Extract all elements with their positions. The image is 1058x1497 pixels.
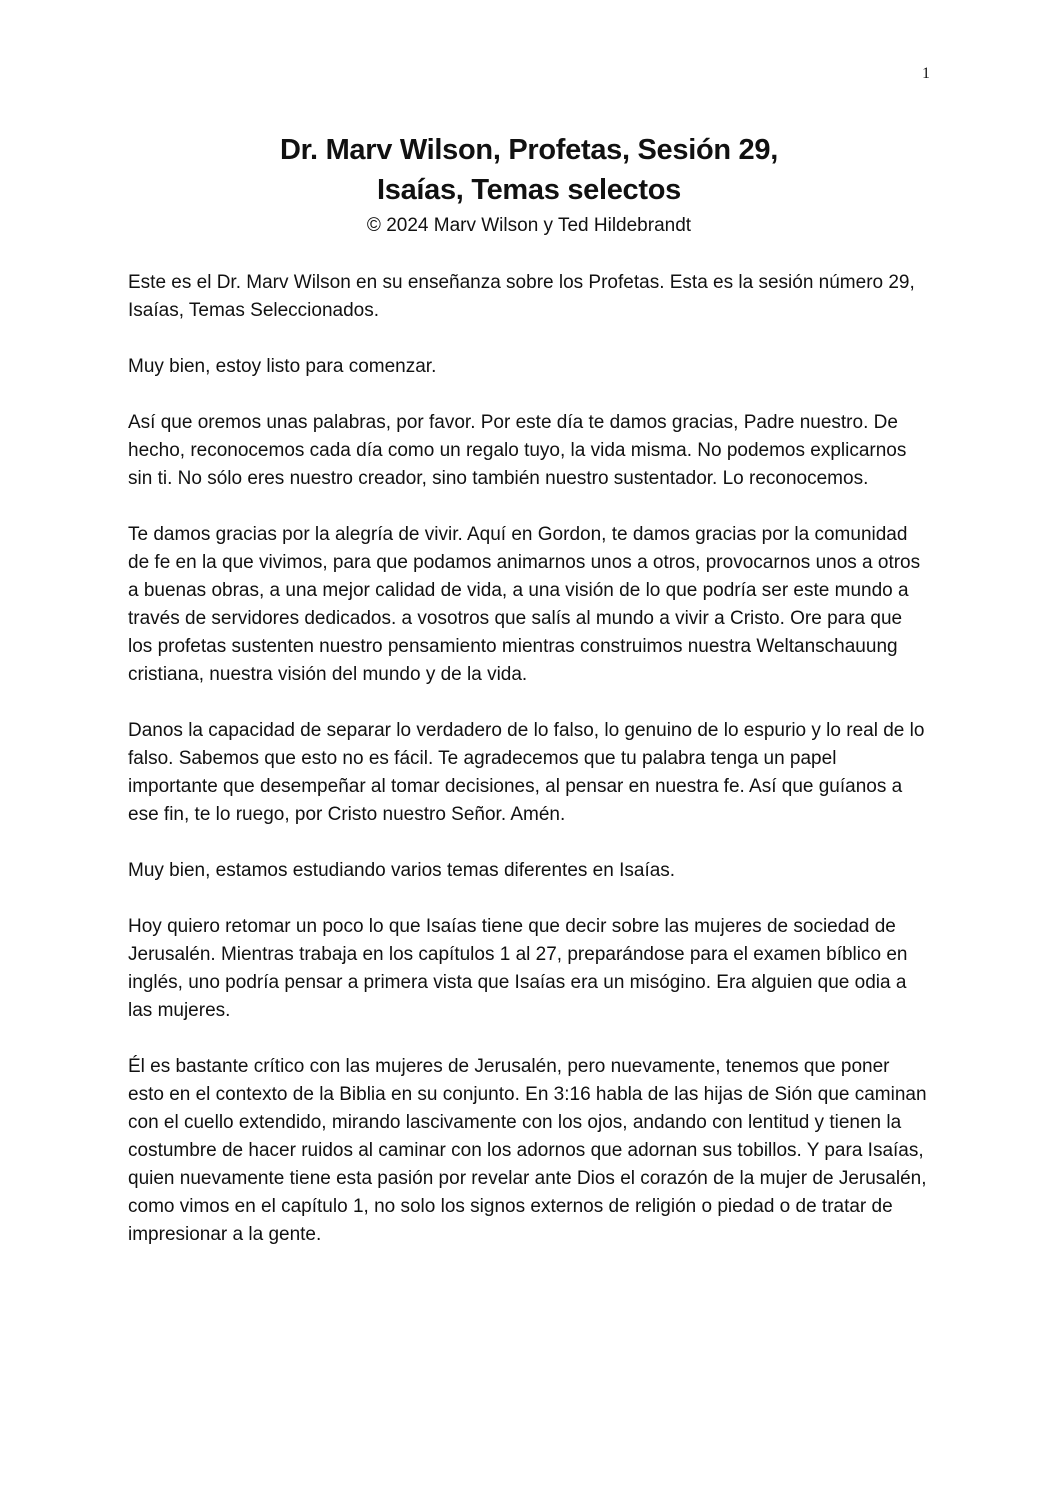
- paragraph-prayer-gratitude: Te damos gracias por la alegría de vivir. Aquí en Gordon, te damos gracias por la comunidad de fe en la que vivimos, para que podamos animarnos unos a otros, provocarnos unos a otros a buenas obras, a una mejor calidad de vida, a una visión de lo que podría ser este mundo a través de servidores dedicados. a vosotros que salís al mundo a vivir a Cristo. Ore para que los profetas sustenten nuestro pensamiento mientras construimos nuestra Weltanschauung cristiana, nuestra visión del mundo y de la vida.: [128, 524, 921, 685]
- paragraph-prayer-opening: Así que oremos unas palabras, por favor. Por este día te damos gracias, Padre nuestro. De hecho, reconocemos cada día como un regalo tuyo, la vida misma. No podemos explicarnos sin ti. No sólo eres nuestro creador, sino también nuestro sustentador. Lo reconocemos.: [128, 412, 907, 489]
- document-title-line-2: Isaías, Temas selectos: [376, 174, 681, 206]
- document-header: [0, 130, 1058, 240]
- document-title-line-1: Dr. Marv Wilson, Profetas, Sesión 29,: [280, 134, 778, 166]
- document-body: [128, 269, 928, 1277]
- copyright-notice: © 2024 Marv Wilson y Ted Hildebrandt: [366, 215, 692, 236]
- paragraph-isaiah-critique: Él es bastante crítico con las mujeres de Jerusalén, pero nuevamente, tenemos que poner esto en el contexto de la Biblia en su conjunto. En 3:16 habla de las hijas de Sión que caminan con el cuello extendido, mirando lascivamente con los ojos, andando con lentitud y tienen la costumbre de hacer ruidos al caminar con los adornos que adornan sus tobillos. Y para Isaías, quien nuevamente tiene esta pasión por revelar ante Dios el corazón de la mujer de Jerusalén, como vimos en el capítulo 1, no solo los signos externos de religión o piedad o de tratar de impresionar a la gente.: [128, 1056, 927, 1245]
- paragraph-intro: Este es el Dr. Marv Wilson en su enseñanza sobre los Profetas. Esta es la sesión número 29, Isaías, Temas Seleccionados.: [128, 272, 915, 321]
- paragraph-topics: Muy bien, estamos estudiando varios temas diferentes en Isaías.: [128, 860, 676, 881]
- paragraph-prayer-closing: Danos la capacidad de separar lo verdadero de lo falso, lo genuino de lo espurio y lo real de lo falso. Sabemos que esto no es fácil. Te agradecemos que tu palabra tenga un papel importante que desempeñar al tomar decisiones, al pensar en nuestra fe. Así que guíanos a ese fin, te lo ruego, por Cristo nuestro Señor. Amén.: [128, 720, 925, 825]
- paragraph-women-of-jerusalem: Hoy quiero retomar un poco lo que Isaías tiene que decir sobre las mujeres de sociedad de Jerusalén. Mientras trabaja en los capítulos 1 al 27, preparándose para el examen bíblico en inglés, uno podría pensar a primera vista que Isaías era un misógino. Era alguien que odia a las mujeres.: [128, 916, 908, 1021]
- page-number: 1: [922, 65, 930, 82]
- paragraph-start: Muy bien, estoy listo para comenzar.: [128, 356, 437, 377]
